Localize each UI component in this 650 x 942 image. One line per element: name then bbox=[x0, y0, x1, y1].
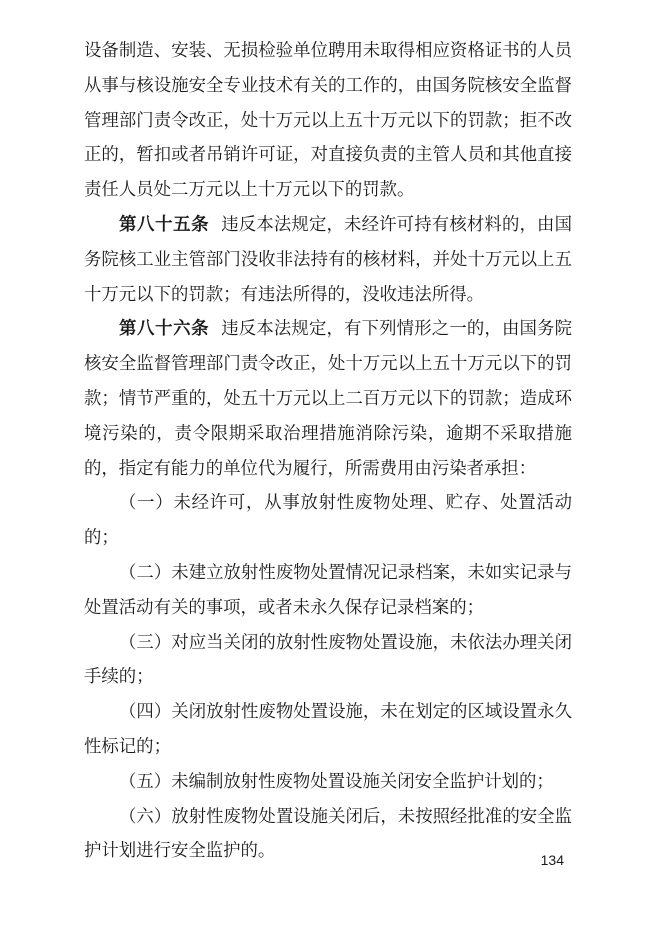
article-86-text: 违反本法规定，有下列情形之一的，由国务院核安全监督管理部门责令改正，处十万元以上五十万元以下的罚款；情节严重的，处五十万元以上二百万元以下的罚款；造成环境污染的，责令限期采取治理措施消除污染，逾期不采取措施的，指定有能力的单位代为履行，所需费用由污染者承担： bbox=[84, 319, 572, 479]
page-number: 134 bbox=[540, 852, 564, 868]
article-86-item: （四）关闭放射性废物处置设施，未在划定的区域设置永久性标记的； bbox=[84, 702, 572, 757]
article-86-item: （一）未经许可，从事放射性废物处理、贮存、处置活动的； bbox=[84, 493, 572, 549]
article-85-text: 违反本法规定，未经许可持有核材料的，由国务院核工业主管部门没收非法持有的核材料，并处十万元以上五十万元以下的罚款；有违法所得的，没收违法所得。 bbox=[84, 214, 572, 305]
article-86 bbox=[84, 312, 572, 486]
article-86-item: （二）未建立放射性废物处置情况记录档案，未如实记录与处置活动有关的事项，或者未永久保存记录档案的； bbox=[84, 562, 572, 618]
article-86-item: （三）对应当关闭的放射性废物处置设施，未依法办理关闭手续的； bbox=[84, 632, 572, 688]
article-86-item: （六）放射性废物处置设施关闭后，未按照经批准的安全监护计划进行安全监护的。 bbox=[84, 806, 572, 862]
article-85 bbox=[84, 208, 572, 312]
article-86-item: （五）未编制放射性废物处置设施关闭安全监护计划的； bbox=[119, 771, 554, 792]
document-body bbox=[84, 34, 572, 869]
article-85-number: 第八十五条 bbox=[119, 214, 210, 235]
opening-paragraph: 设备制造、安装、无损检验单位聘用未取得相应资格证书的人员从事与核设施安全专业技术有关的工作的，由国务院核安全监督管理部门责令改正，处十万元以上五十万元以下的罚款；拒不改正的，暂扣或者吊销许可证，对直接负责的主管人员和其他直接责任人员处二万元以上十万元以下的罚款。 bbox=[84, 41, 572, 201]
article-86-number: 第八十六条 bbox=[119, 319, 210, 340]
